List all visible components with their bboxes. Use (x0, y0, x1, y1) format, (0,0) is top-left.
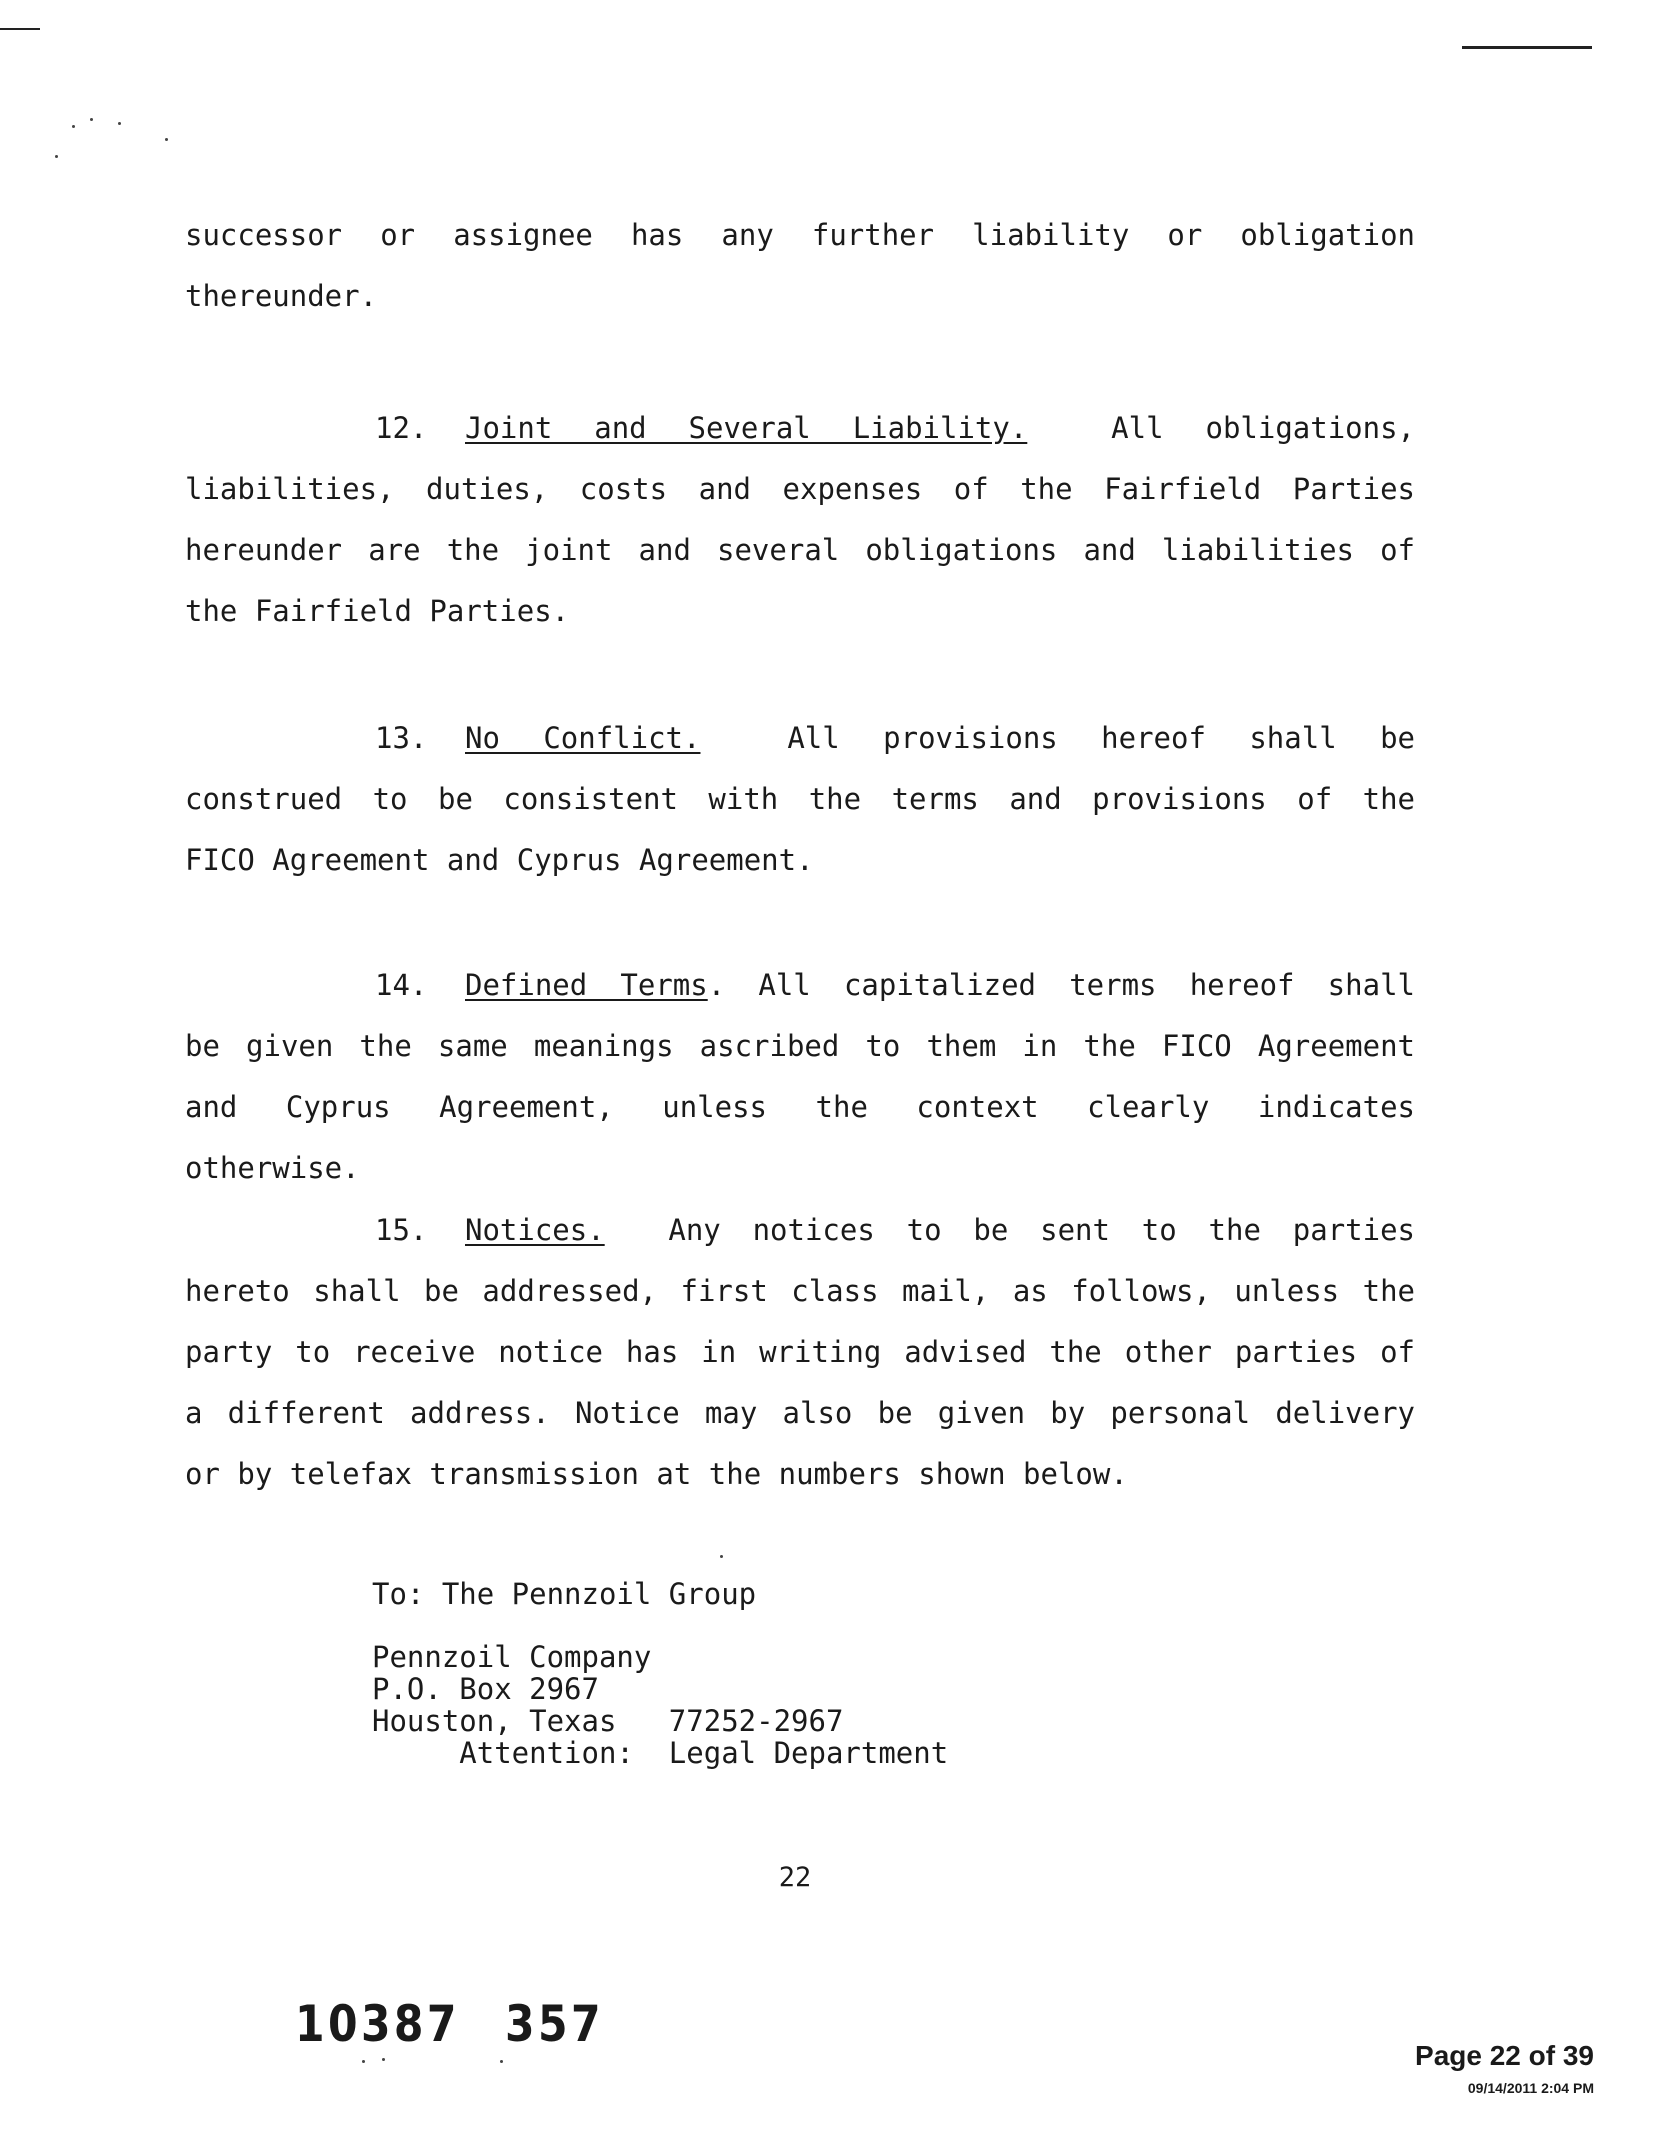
text-line: thereunder. (185, 279, 378, 313)
section-15-first-line (185, 1200, 1415, 1261)
scan-speck (90, 118, 93, 121)
text-line: hereunder are the joint and several obligations and liabilities of (185, 533, 1415, 567)
text-fragment: All obligations, (1111, 411, 1415, 445)
recording-stamp-page: 357 (505, 1995, 604, 2053)
text-fragment: All provisions hereof shall be (787, 721, 1415, 755)
text-line: party to receive notice has in writing advised the other parties of (185, 1335, 1415, 1369)
section-heading: No Conflict. (465, 721, 701, 755)
text-fragment: Any notices to be sent to the parties (668, 1213, 1415, 1247)
text-line: otherwise. (185, 1151, 360, 1185)
text-line: construed to be consistent with the terms and provisions of the (185, 782, 1415, 816)
scan-artifact-line-top-left (0, 28, 40, 30)
section-13-first-line (185, 708, 1415, 769)
address-po-box: P.O. Box 2967 (372, 1672, 599, 1706)
address-company: Pennzoil Company (372, 1640, 652, 1674)
scan-speck (382, 2058, 385, 2061)
section-heading: Defined Terms (465, 968, 708, 1002)
text-line: a different address. Notice may also be given by personal delivery (185, 1396, 1415, 1430)
text-line: or by telefax transmission at the numbers shown below. (185, 1457, 1128, 1491)
continuation-paragraph (185, 205, 1415, 327)
footer-page-count: Page 22 of 39 (1415, 2040, 1594, 2071)
scan-speck (720, 1555, 723, 1558)
scan-speck (165, 138, 168, 141)
scan-artifact-line-top-right (1462, 46, 1592, 49)
section-14-first-line (185, 955, 1415, 1016)
section-number: 13. (375, 721, 428, 755)
scan-speck (72, 125, 75, 128)
text-line: and Cyprus Agreement, unless the context clearly indicates (185, 1090, 1415, 1124)
recording-stamp-book: 10387 (295, 1995, 460, 2053)
address-to: To: The Pennzoil Group (372, 1577, 757, 1611)
page-number: 22 (778, 1862, 812, 1893)
section-heading: Joint and Several Liability. (465, 411, 1028, 445)
text-line: be given the same meanings ascribed to them in the FICO Agreement (185, 1029, 1415, 1063)
scan-speck (118, 122, 121, 125)
section-number: 15. (375, 1213, 428, 1247)
section-15 (185, 1200, 1415, 1505)
section-heading: Notices. (465, 1213, 605, 1247)
text-line: the Fairfield Parties. (185, 594, 570, 628)
scan-speck (362, 2060, 365, 2063)
address-attention: Attention: Legal Department (372, 1736, 949, 1770)
scan-speck (55, 155, 58, 158)
section-12-first-line (185, 398, 1415, 459)
section-12 (185, 398, 1415, 642)
section-number: 14. (375, 968, 428, 1002)
text-fragment: . All capitalized terms hereof shall (707, 968, 1415, 1002)
footer-datetime: 09/14/2011 2:04 PM (1467, 2080, 1594, 2096)
scan-speck (500, 2060, 503, 2063)
text-line: FICO Agreement and Cyprus Agreement. (185, 843, 814, 877)
address-city: Houston, Texas 77252-2967 (372, 1704, 844, 1738)
section-14 (185, 955, 1415, 1199)
section-number: 12. (375, 411, 428, 445)
section-13 (185, 708, 1415, 891)
text-line: successor or assignee has any further liability or obligation (185, 218, 1415, 252)
text-line: liabilities, duties, costs and expenses of the Fairfield Parties (185, 472, 1415, 506)
text-line: hereto shall be addressed, first class mail, as follows, unless the (185, 1274, 1415, 1308)
